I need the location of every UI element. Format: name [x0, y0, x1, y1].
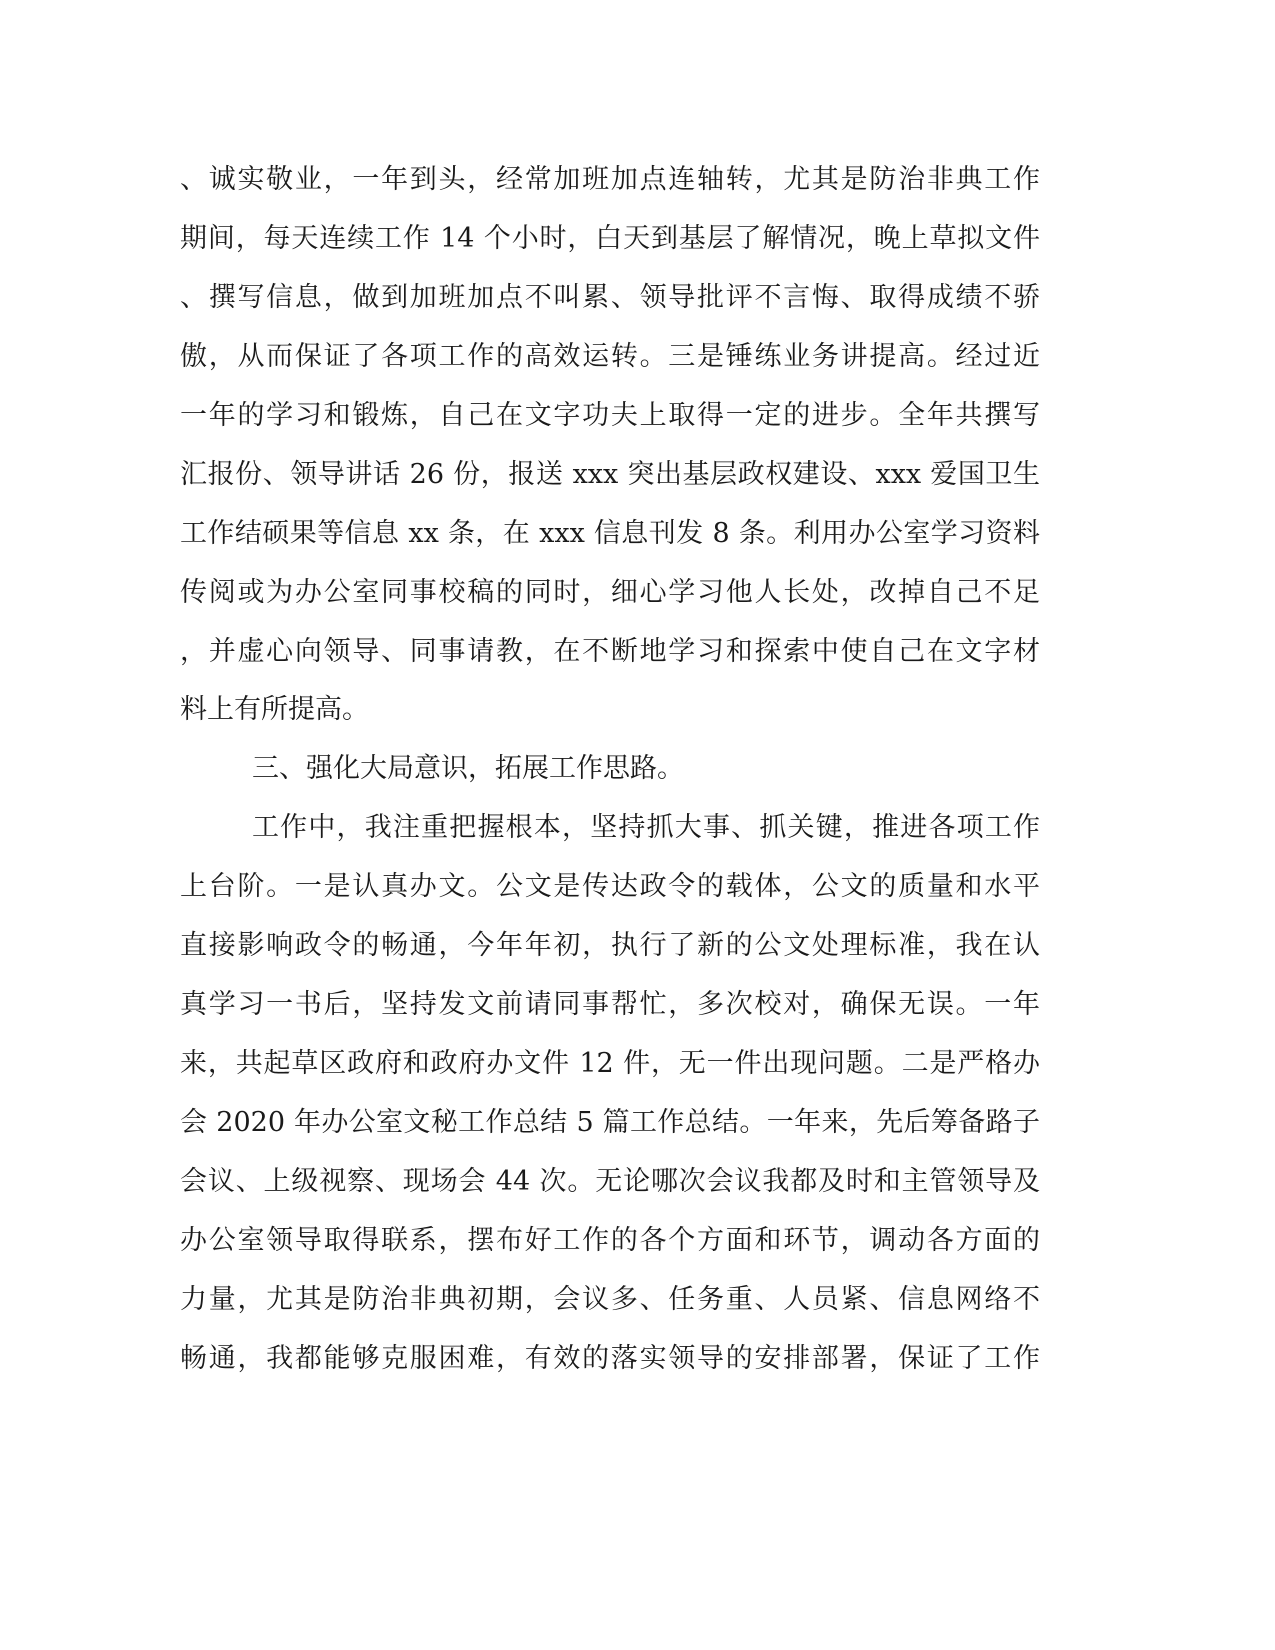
section-heading: 三、强化大局意识，拓展工作思路。	[252, 753, 684, 784]
text-line: 期间，每天连续工作 14 个小时，白天到基层了解情况，晚上草拟文件	[180, 223, 1040, 254]
text-line: 会议、上级视察、现场会 44 次。无论哪次会议我都及时和主管领导及	[180, 1166, 1040, 1197]
text-line: 直接影响政令的畅通，今年年初，执行了新的公文处理标准，我在认	[180, 930, 1040, 961]
text-line: 、诚实敬业，一年到头，经常加班加点连轴转，尤其是防治非典工作	[180, 164, 1040, 195]
text-line: 上台阶。一是认真办文。公文是传达政令的载体，公文的质量和水平	[180, 871, 1040, 902]
text-line: 工作结硕果等信息 xx 条，在 xxx 信息刊发 8 条。利用办公室学习资料	[180, 518, 1040, 549]
text-line: 畅通，我都能够克服困难，有效的落实领导的安排部署，保证了工作	[180, 1343, 1040, 1374]
text-line: 料上有所提高。	[180, 694, 369, 725]
text-line: 力量，尤其是防治非典初期，会议多、任务重、人员紧、信息网络不	[180, 1284, 1040, 1315]
text-line: 汇报份、领导讲话 26 份，报送 xxx 突出基层政权建设、xxx 爱国卫生	[180, 459, 1040, 490]
text-line: 真学习一书后，坚持发文前请同事帮忙，多次校对，确保无误。一年	[180, 989, 1040, 1020]
text-line: 来，共起草区政府和政府办文件 12 件，无一件出现问题。二是严格办	[180, 1048, 1040, 1079]
text-line: ，并虚心向领导、同事请教，在不断地学习和探索中使自己在文字材	[180, 636, 1040, 667]
text-line: 办公室领导取得联系，摆布好工作的各个方面和环节，调动各方面的	[180, 1225, 1040, 1256]
text-line: 会 2020 年办公室文秘工作总结 5 篇工作总结。一年来，先后筹备路子	[180, 1107, 1040, 1138]
text-line: 传阅或为办公室同事校稿的同时，细心学习他人长处，改掉自己不足	[180, 577, 1040, 608]
text-line: 傲，从而保证了各项工作的高效运转。三是锤练业务讲提高。经过近	[180, 341, 1040, 372]
text-line: 、撰写信息，做到加班加点不叫累、领导批评不言悔、取得成绩不骄	[180, 282, 1040, 313]
text-line: 一年的学习和锻炼，自己在文字功夫上取得一定的进步。全年共撰写	[180, 400, 1040, 431]
paragraph-first-line: 工作中，我注重把握根本，坚持抓大事、抓关键，推进各项工作	[252, 812, 1040, 843]
